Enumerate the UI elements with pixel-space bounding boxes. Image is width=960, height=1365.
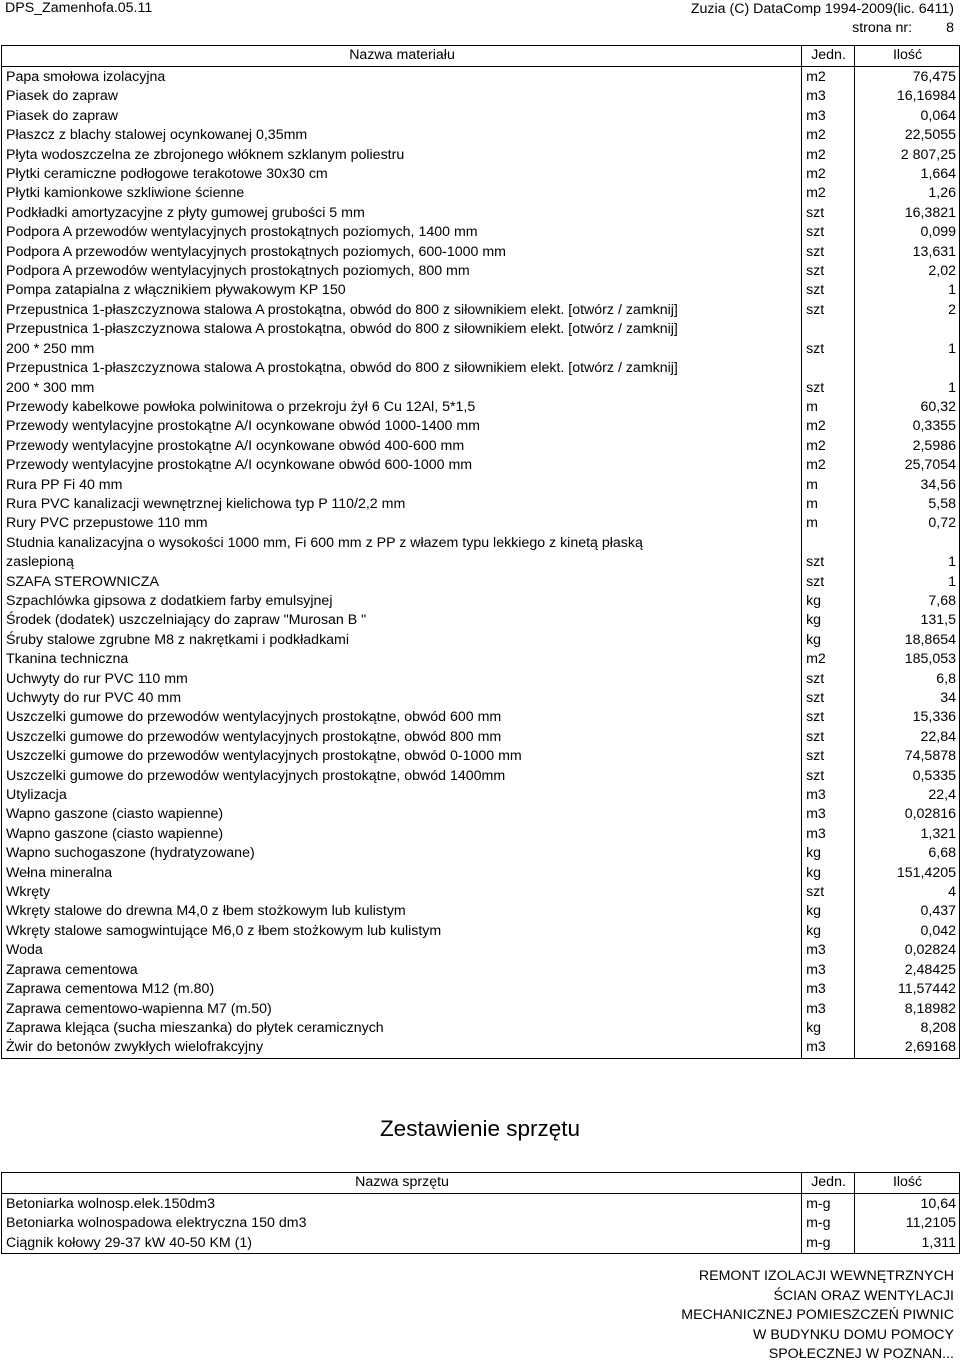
item-name-line: Przepustnica 1-płaszczyznowa stalowa A prostokątna, obwód do 800 z siłownikiem elekt. [otwórz / zamknij]: [6, 301, 678, 318]
item-name: [2, 204, 802, 223]
item-name-line: Zaprawa cementowa M12 (m.80): [6, 981, 215, 998]
item-name-line: Przewody wentylacyjne prostokątne A/I ocynkowane obwód 1000-1400 mm: [6, 418, 480, 435]
item-quantity: 22,5055: [855, 126, 960, 145]
item-name: [2, 126, 802, 145]
item-quantity: 0,437: [855, 902, 960, 921]
item-name: [2, 417, 802, 436]
item-quantity: 5,58: [855, 495, 960, 514]
item-name: [2, 456, 802, 475]
item-unit: kg: [802, 864, 855, 883]
table-row: [2, 670, 960, 689]
equipment-section-title: Zestawienie sprzętu: [379, 1116, 581, 1141]
column-header-name: Nazwa materiału: [2, 46, 802, 67]
item-unit: kg: [802, 592, 855, 611]
table-row: [2, 146, 960, 165]
item-name: [2, 864, 802, 883]
item-name-line: Uszczelki gumowe do przewodów wentylacyjnych prostokątne, obwód 600 mm: [6, 709, 502, 726]
column-header-quantity: Ilość: [855, 1173, 960, 1194]
item-name: [2, 262, 802, 281]
table-row: [2, 204, 960, 223]
item-name-line: Utylizacja: [6, 787, 67, 804]
item-name-line: Żwir do betonów zwykłych wielofrakcyjny: [6, 1039, 264, 1056]
item-quantity: 10,64: [855, 1195, 960, 1214]
item-name: [2, 980, 802, 999]
item-quantity: 1,321: [855, 825, 960, 844]
item-name: [2, 883, 802, 902]
item-name: [2, 68, 802, 87]
item-quantity: 0,02824: [855, 941, 960, 960]
item-quantity: 60,32: [855, 398, 960, 417]
item-unit: m3: [802, 980, 855, 999]
item-name: [2, 611, 802, 630]
table-row: [2, 1195, 960, 1214]
table-row: [2, 87, 960, 106]
table-row: [2, 825, 960, 844]
item-name: [2, 184, 802, 203]
item-name: [2, 708, 802, 727]
item-quantity: 2: [855, 301, 960, 320]
item-name: [2, 223, 802, 242]
table-row: [2, 864, 960, 883]
item-unit: kg: [802, 902, 855, 921]
table-row: [2, 165, 960, 184]
item-quantity: 6,8: [855, 670, 960, 689]
item-quantity: 0,5335: [855, 767, 960, 786]
item-name-line: Piasek do zapraw: [6, 88, 118, 105]
materials-table: [1, 45, 960, 1059]
table-row: [2, 359, 960, 398]
item-name-line: Rury PVC przepustowe 110 mm: [6, 515, 208, 532]
item-name-line: 200 * 250 mm: [6, 340, 95, 357]
item-quantity: 1,311: [855, 1234, 960, 1254]
item-unit: szt: [802, 204, 855, 223]
item-name: [2, 631, 802, 650]
item-name-line: Papa smołowa izolacyjna: [6, 69, 166, 85]
table-row: [2, 631, 960, 650]
item-name: [2, 689, 802, 708]
table-row: [2, 805, 960, 824]
item-quantity: 16,16984: [855, 87, 960, 106]
item-quantity: 1: [855, 281, 960, 300]
item-unit: szt: [802, 320, 855, 359]
item-name-line: Środek (dodatek) uszczelniający do zapraw "Murosan B ": [6, 612, 367, 629]
item-name: [2, 146, 802, 165]
item-quantity: 0,72: [855, 514, 960, 533]
item-name: [2, 476, 802, 495]
table-row: [2, 223, 960, 242]
table-row: [2, 980, 960, 999]
table-row: [2, 184, 960, 203]
item-quantity: 8,18982: [855, 1000, 960, 1019]
item-name: [2, 941, 802, 960]
item-unit: m2: [802, 165, 855, 184]
item-name: [2, 495, 802, 514]
column-header-name: Nazwa sprzętu: [2, 1173, 802, 1194]
column-header-unit: Jedn.: [802, 1173, 855, 1194]
item-name-line: Zaprawa cementowa: [6, 961, 138, 978]
item-name: [2, 844, 802, 863]
item-name: [2, 87, 802, 106]
item-name: [2, 320, 802, 359]
item-name-line: Przepustnica 1-płaszczyznowa stalowa A prostokątna, obwód do 800 z siłownikiem elekt. [otwórz / zamknij]: [6, 360, 678, 377]
item-name: [2, 1038, 802, 1058]
item-quantity: 11,57442: [855, 980, 960, 999]
table-row: [2, 844, 960, 863]
item-name-line: Rura PVC kanalizacji wewnętrznej kielichowa typ P 110/2,2 mm: [6, 495, 406, 512]
table-row: [2, 883, 960, 902]
table-row: [2, 573, 960, 592]
item-quantity: 22,84: [855, 728, 960, 747]
item-unit: m3: [802, 941, 855, 960]
item-name: [2, 728, 802, 747]
item-unit: m-g: [802, 1214, 855, 1233]
item-unit: szt: [802, 534, 855, 573]
item-name-line: Podpora A przewodów wentylacyjnych prostokątnych poziomych, 800 mm: [6, 263, 470, 280]
table-row: [2, 1038, 960, 1058]
item-name-line: Płaszcz z blachy stalowej ocynkowanej 0,35mm: [6, 127, 308, 144]
footer-line: W BUDYNKU DOMU POMOCY: [753, 1326, 954, 1343]
footer-line: REMONT IZOLACJI WEWNĘTRZNYCH: [698, 1268, 954, 1284]
item-quantity: 0,02816: [855, 805, 960, 824]
item-unit: szt: [802, 689, 855, 708]
item-unit: m2: [802, 650, 855, 669]
item-unit: m3: [802, 961, 855, 980]
item-unit: m: [802, 514, 855, 533]
item-name-line: Zaprawa klejąca (sucha mieszanka) do płytek ceramicznych: [6, 1019, 384, 1036]
item-name-line: Wkręty stalowe do drewna M4,0 z łbem stożkowym lub kulistym: [6, 903, 406, 920]
equipment-header-row: [2, 1173, 960, 1194]
table-row: [2, 456, 960, 475]
table-row: [2, 437, 960, 456]
item-unit: kg: [802, 922, 855, 941]
item-unit: szt: [802, 708, 855, 727]
item-quantity: 18,8654: [855, 631, 960, 650]
item-quantity: 13,631: [855, 243, 960, 262]
item-unit: szt: [802, 243, 855, 262]
column-header-quantity: Ilość: [855, 46, 960, 67]
page-label: strona nr:: [852, 20, 913, 36]
item-unit: m2: [802, 68, 855, 87]
item-unit: kg: [802, 631, 855, 650]
item-name: [2, 514, 802, 533]
item-name: [2, 437, 802, 456]
equipment-body: [2, 1194, 960, 1254]
item-quantity: 0,099: [855, 223, 960, 242]
item-name-line: Ciągnik kołowy 29-37 kW 40-50 KM (1): [6, 1234, 253, 1251]
item-name-line: Wapno suchogaszone (hydratyzowane): [6, 845, 255, 862]
item-quantity: 0,3355: [855, 417, 960, 436]
item-unit: szt: [802, 359, 855, 398]
footer-line: MECHANICZNEJ POMIESZCZEŃ PIWNIC: [681, 1307, 954, 1324]
item-unit: m3: [802, 1000, 855, 1019]
item-name-line: Przewody wentylacyjne prostokątne A/I ocynkowane obwód 600-1000 mm: [6, 457, 473, 474]
item-quantity: 1,664: [855, 165, 960, 184]
item-name-line: Uszczelki gumowe do przewodów wentylacyjnych prostokątne, obwód 800 mm: [6, 728, 502, 745]
column-header-unit: Jedn.: [802, 46, 855, 67]
item-quantity: 2,5986: [855, 437, 960, 456]
item-name: [2, 825, 802, 844]
item-name: [2, 767, 802, 786]
item-name: [2, 359, 802, 398]
item-quantity: 151,4205: [855, 864, 960, 883]
item-name-line: zaslepioną: [6, 554, 74, 571]
item-quantity: 15,336: [855, 708, 960, 727]
table-row: [2, 922, 960, 941]
item-unit: m3: [802, 805, 855, 824]
item-name: [2, 301, 802, 320]
table-row: [2, 767, 960, 786]
table-row: [2, 650, 960, 669]
item-name-line: Uchwyty do rur PVC 110 mm: [6, 670, 188, 687]
footer-line: SPOŁECZNEJ W POZNAN...: [768, 1346, 954, 1363]
item-quantity: 2,69168: [855, 1038, 960, 1058]
item-quantity: 2 807,25: [855, 146, 960, 165]
table-row: [2, 786, 960, 805]
item-quantity: 7,68: [855, 592, 960, 611]
item-unit: m2: [802, 184, 855, 203]
table-row: [2, 611, 960, 630]
item-quantity: 1: [855, 320, 960, 359]
item-unit: szt: [802, 670, 855, 689]
item-name-line: Pompa zatapialna z włącznikiem pływakowym KP 150: [6, 282, 346, 299]
item-quantity: 0,042: [855, 922, 960, 941]
table-row: [2, 126, 960, 145]
item-unit: kg: [802, 844, 855, 863]
item-unit: szt: [802, 223, 855, 242]
item-name: [2, 281, 802, 300]
document-header-right: [691, 0, 954, 38]
item-unit: szt: [802, 767, 855, 786]
table-row: [2, 417, 960, 436]
item-unit: szt: [802, 281, 855, 300]
item-unit: m2: [802, 126, 855, 145]
item-name-line: Podkładki amortyzacyjne z płyty gumowej grubości 5 mm: [6, 204, 365, 221]
item-name-line: Płytki ceramiczne podłogowe terakotowe 30x30 cm: [6, 166, 328, 183]
item-name-line: Betoniarka wolnospadowa elektryczna 150 dm3: [6, 1215, 307, 1232]
table-row: [2, 495, 960, 514]
table-row: [2, 708, 960, 727]
table-row: [2, 534, 960, 573]
equipment-table: [1, 1172, 960, 1254]
item-name-line: Śruby stalowe zgrubne M8 z nakrętkami i podkładkami: [6, 631, 350, 648]
item-name: [2, 592, 802, 611]
item-name-line: Wkręty: [6, 884, 51, 901]
item-unit: m: [802, 476, 855, 495]
item-name-line: Przewody wentylacyjne prostokątne A/I ocynkowane obwód 400-600 mm: [6, 437, 465, 454]
item-name: [2, 1214, 802, 1233]
table-row: [2, 107, 960, 126]
item-name-line: Betoniarka wolnosp.elek.150dm3: [6, 1196, 216, 1212]
item-name: [2, 922, 802, 941]
table-row: [2, 747, 960, 766]
item-quantity: 1: [855, 359, 960, 398]
table-row: [2, 476, 960, 495]
item-quantity: 6,68: [855, 844, 960, 863]
item-name-line: Uszczelki gumowe do przewodów wentylacyjnych prostokątne, obwód 0-1000 mm: [6, 748, 522, 765]
item-name-line: Szpachlówka gipsowa z dodatkiem farby emulsyjnej: [6, 592, 333, 609]
item-quantity: 131,5: [855, 611, 960, 630]
item-name: [2, 573, 802, 592]
item-unit: m3: [802, 825, 855, 844]
item-unit: m2: [802, 456, 855, 475]
item-name-line: Wapno gaszone (ciasto wapienne): [6, 825, 224, 842]
item-name: [2, 747, 802, 766]
item-name: [2, 398, 802, 417]
item-unit: szt: [802, 573, 855, 592]
item-name-line: Wkręty stalowe samogwintujące M6,0 z łbem stożkowym lub kulistym: [6, 922, 442, 939]
item-name: [2, 961, 802, 980]
item-quantity: 2,02: [855, 262, 960, 281]
item-quantity: 34,56: [855, 476, 960, 495]
item-quantity: 34: [855, 689, 960, 708]
item-name: [2, 1195, 802, 1214]
item-quantity: 8,208: [855, 1019, 960, 1038]
item-unit: m3: [802, 1038, 855, 1058]
item-unit: szt: [802, 883, 855, 902]
item-name: [2, 1234, 802, 1254]
item-unit: szt: [802, 728, 855, 747]
item-quantity: 11,2105: [855, 1214, 960, 1233]
item-unit: szt: [802, 301, 855, 320]
item-name-line: Wapno gaszone (ciasto wapienne): [6, 806, 224, 823]
table-row: [2, 902, 960, 921]
item-name-line: Płyta wodoszczelna ze zbrojonego włóknem szklanym poliestru: [6, 146, 405, 163]
materials-header-row: [2, 46, 960, 67]
item-quantity: 16,3821: [855, 204, 960, 223]
item-name: [2, 1000, 802, 1019]
item-name-line: Rura PP Fi 40 mm: [6, 476, 123, 493]
item-name-line: Tkanina techniczna: [6, 651, 129, 668]
item-name: [2, 107, 802, 126]
item-name-line: Podpora A przewodów wentylacyjnych prostokątnych poziomych, 1400 mm: [6, 224, 478, 241]
item-unit: m3: [802, 87, 855, 106]
table-row: [2, 320, 960, 359]
item-unit: szt: [802, 747, 855, 766]
item-quantity: 22,4: [855, 786, 960, 805]
item-quantity: 1,26: [855, 184, 960, 203]
item-quantity: 25,7054: [855, 456, 960, 475]
item-name-line: Wełna mineralna: [6, 864, 113, 881]
item-name: [2, 243, 802, 262]
item-name-line: Uszczelki gumowe do przewodów wentylacyjnych prostokątne, obwód 1400mm: [6, 767, 506, 784]
table-row: [2, 689, 960, 708]
item-quantity: 1: [855, 573, 960, 592]
item-unit: szt: [802, 262, 855, 281]
item-quantity: 185,053: [855, 650, 960, 669]
table-row: [2, 1000, 960, 1019]
item-unit: m: [802, 398, 855, 417]
table-row: [2, 1234, 960, 1254]
item-name-line: Zaprawa cementowo-wapienna M7 (m.50): [6, 1000, 272, 1017]
item-unit: m3: [802, 786, 855, 805]
item-unit: m2: [802, 437, 855, 456]
item-unit: m3: [802, 107, 855, 126]
page-indicator: [691, 19, 954, 38]
item-name-line: Przewody kabelkowe powłoka polwinitowa o przekroju żył 6 Cu 12Al, 5*1,5: [6, 398, 476, 415]
item-name-line: Płytki kamionkowe szkliwione ścienne: [6, 185, 245, 202]
item-quantity: 0,064: [855, 107, 960, 126]
item-name-line: Podpora A przewodów wentylacyjnych prostokątnych poziomych, 600-1000 mm: [6, 243, 506, 260]
project-title-footer: [681, 1267, 954, 1365]
item-quantity: 4: [855, 883, 960, 902]
item-name-line: Uchwyty do rur PVC 40 mm: [6, 690, 182, 706]
item-quantity: 76,475: [855, 68, 960, 87]
table-row: [2, 961, 960, 980]
table-row: [2, 1019, 960, 1038]
item-name-line: SZAFA STEROWNICZA: [6, 573, 159, 590]
item-name: [2, 902, 802, 921]
item-name: [2, 534, 802, 573]
item-name: [2, 805, 802, 824]
table-row: [2, 68, 960, 87]
table-row: [2, 728, 960, 747]
item-name: [2, 650, 802, 669]
table-row: [2, 592, 960, 611]
item-quantity: 2,48425: [855, 961, 960, 980]
item-unit: kg: [802, 1019, 855, 1038]
item-unit: m-g: [802, 1195, 855, 1214]
materials-body: [2, 67, 960, 1059]
document-filename: DPS_Zamenhofa.05.11: [5, 0, 153, 16]
item-quantity: 74,5878: [855, 747, 960, 766]
item-unit: m-g: [802, 1234, 855, 1254]
table-row: [2, 514, 960, 533]
item-name-line: Piasek do zapraw: [6, 107, 118, 124]
table-row: [2, 941, 960, 960]
page-number: 8: [946, 20, 954, 36]
table-row: [2, 398, 960, 417]
item-name: [2, 670, 802, 689]
item-quantity: 1: [855, 534, 960, 573]
item-unit: m: [802, 495, 855, 514]
item-name: [2, 1019, 802, 1038]
table-row: [2, 1214, 960, 1233]
table-row: [2, 281, 960, 300]
item-name-line: Przepustnica 1-płaszczyznowa stalowa A prostokątna, obwód do 800 z siłownikiem elekt. [otwórz / zamknij]: [6, 321, 678, 338]
item-name-line: Woda: [6, 942, 43, 959]
footer-line: ŚCIAN ORAZ WENTYLACJI: [773, 1287, 954, 1304]
item-unit: m2: [802, 146, 855, 165]
software-license: Zuzia (C) DataComp 1994-2009(lic. 6411): [690, 1, 954, 17]
item-name: [2, 786, 802, 805]
item-name-line: Studnia kanalizacyjna o wysokości 1000 mm, Fi 600 mm z PP z włazem typu lekkiego z kinetą płaską: [6, 534, 643, 551]
table-row: [2, 243, 960, 262]
table-row: [2, 301, 960, 320]
table-row: [2, 262, 960, 281]
item-name: [2, 165, 802, 184]
item-unit: m2: [802, 417, 855, 436]
item-name-line: 200 * 300 mm: [6, 379, 95, 396]
item-unit: kg: [802, 611, 855, 630]
